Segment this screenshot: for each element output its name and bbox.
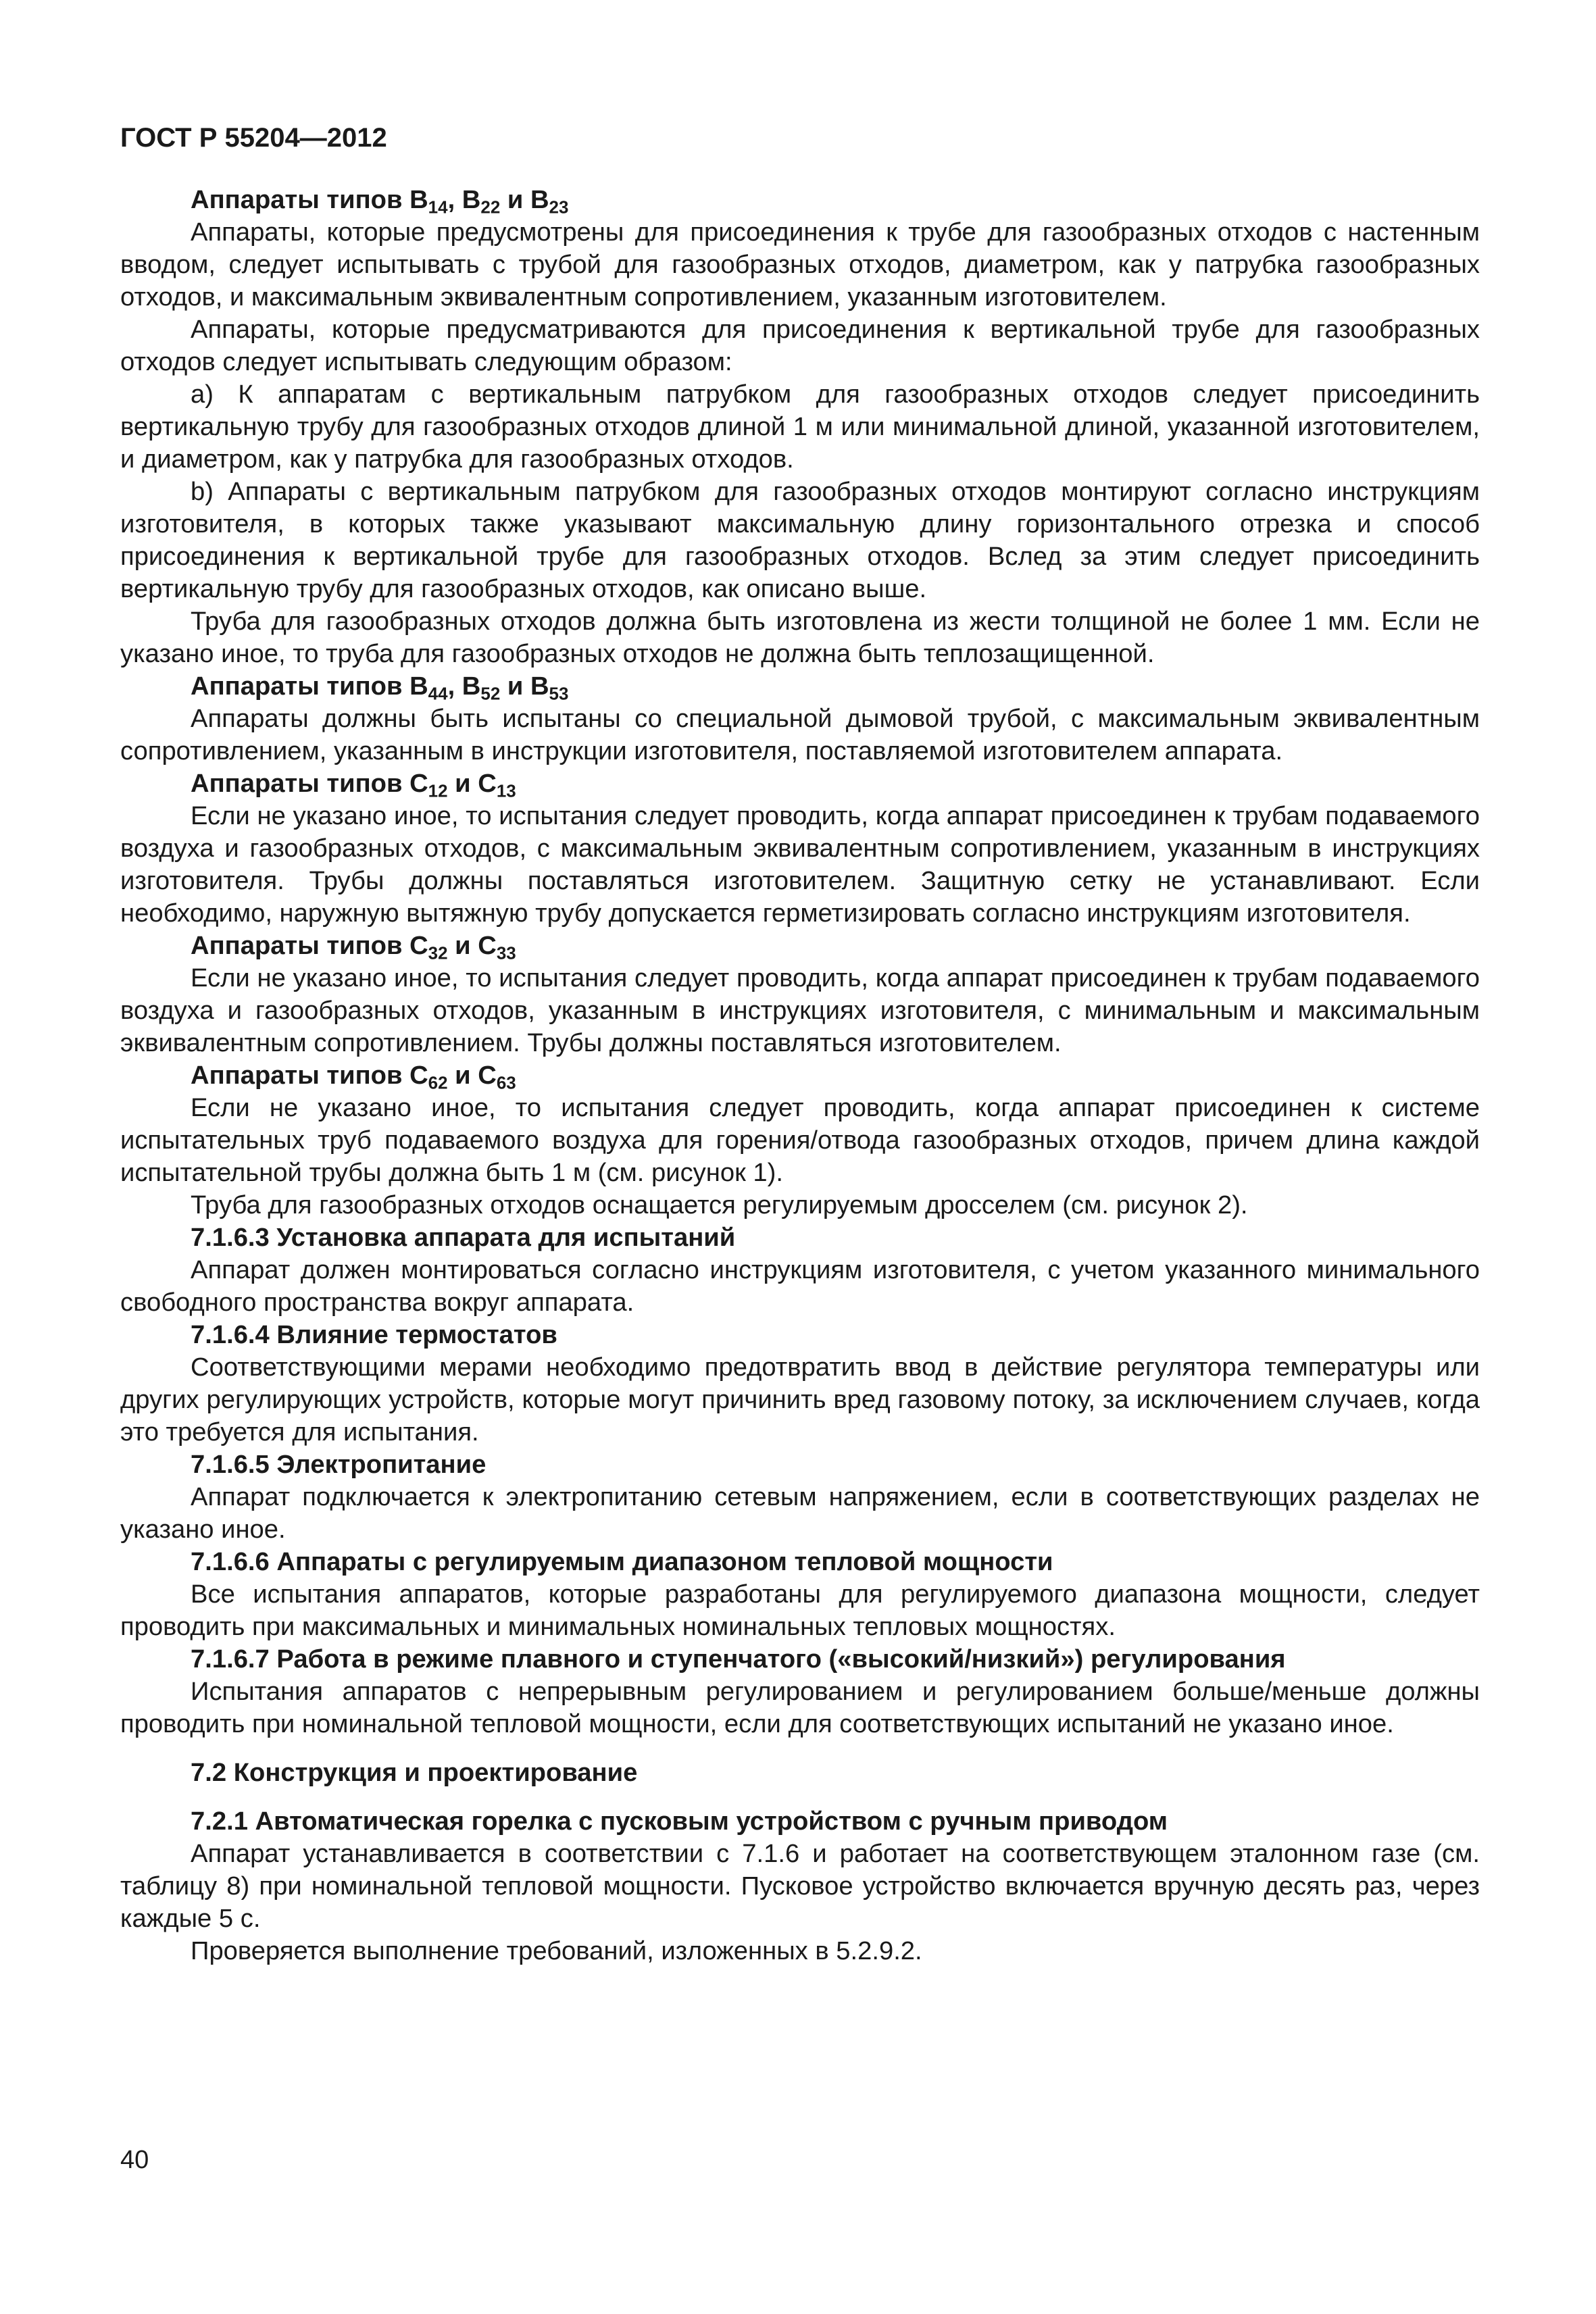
paragraph: Труба для газообразных отходов должна быть изготовлена из жести толщиной не более 1 мм. Если не указано иное, то труба для газообразных отходов не должна быть теплозащищенной. — [120, 607, 1480, 668]
heading-types-b14-b22-b23: Аппараты типов $B_{14}$, $B_{22}$ и $B_{23}$ — [191, 185, 569, 218]
document-page — [120, 122, 1480, 1967]
section-heading-7-1-6-5: 7.1.6.5 Электропитание — [191, 1450, 487, 1479]
paragraph: Проверяется выполнение требований, изложенных в 5.2.9.2. — [191, 1936, 922, 1965]
heading-types-b44-b52-b53: Аппараты типов $B_{44}$, $B_{52}$ и $B_{53}$ — [191, 672, 569, 704]
paragraph: Если не указано иное, то испытания следует проводить, когда аппарат присоединен к трубам подаваемого воздуха и газообразных отходов, с максимальным эквивалентным сопротивлением, указанным в инструкциях изготовителя. Трубы должны поставляться изготовителем. Защитную сетку не устанавливают. Если необходимо, наружную вытяжную трубу допускается герметизировать согласно инструкциям изготовителя. — [120, 801, 1480, 928]
page-number: 40 — [120, 2146, 149, 2174]
section-heading-7-2: 7.2 Конструкция и проектирование — [191, 1758, 638, 1787]
heading-types-c32-c33: Аппараты типов $C_{32}$ и $C_{33}$ — [191, 931, 516, 963]
list-item-a: a) К аппаратам с вертикальным патрубком для газообразных отходов следует присоединить вертикальную трубу для газообразных отходов длиной 1 м или минимальной длиной, указанной изготовителем, и диаметром, как у патрубка для газообразных отходов. — [120, 380, 1480, 474]
section-heading-7-2-1: 7.2.1 Автоматическая горелка с пусковым устройством с ручным приводом — [191, 1807, 1168, 1836]
list-item-b: b) Аппараты с вертикальным патрубком для газообразных отходов монтируют согласно инструкциям изготовителя, в которых также указывают максимальную длину горизонтального отрезка и способ присоединения к вертикальной трубе для газообразных отходов. Вслед за этим следует присоединить вертикальную трубу для газообразных отходов, как описано выше. — [120, 477, 1480, 603]
paragraph: Если не указано иное, то испытания следует проводить, когда аппарат присоединен к системе испытательных труб подаваемого воздуха для горения/отвода газообразных отходов, причем длина каждой испытательной трубы должна быть 1 м (см. рисунок 1). — [120, 1093, 1480, 1187]
paragraph: Если не указано иное, то испытания следует проводить, когда аппарат присоединен к трубам подаваемого воздуха и газообразных отходов, указанным в инструкциях изготовителя, с минимальным и максимальным эквивалентным сопротивлением. Трубы должны поставляться изготовителем. — [120, 963, 1480, 1057]
paragraph: Испытания аппаратов с непрерывным регулированием и регулированием больше/меньше должны проводить при номинальной тепловой мощности, если для соответствующих испытаний не указано иное. — [120, 1677, 1480, 1738]
paragraph: Все испытания аппаратов, которые разработаны для регулируемого диапазона мощности, следует проводить при максимальных и минимальных номинальных тепловых мощностях. — [120, 1580, 1480, 1641]
heading-types-c12-c13: Аппараты типов $C_{12}$ и $C_{13}$ — [191, 769, 516, 801]
section-heading-7-1-6-3: 7.1.6.3 Установка аппарата для испытаний — [191, 1223, 736, 1252]
paragraph: Аппарат должен монтироваться согласно инструкциям изготовителя, с учетом указанного минимального свободного пространства вокруг аппарата. — [120, 1255, 1480, 1317]
document-code: ГОСТ Р 55204—2012 — [120, 123, 387, 153]
section-heading-7-1-6-4: 7.1.6.4 Влияние термостатов — [191, 1320, 557, 1349]
paragraph: Аппараты, которые предусматриваются для присоединения к вертикальной трубе для газообразных отходов следует испытывать следующим образом: — [120, 315, 1480, 376]
paragraph: Аппараты должны быть испытаны со специальной дымовой трубой, с максимальным эквивалентным сопротивлением, указанным в инструкции изготовителя, поставляемой изготовителем аппарата. — [120, 704, 1480, 765]
section-heading-7-1-6-7: 7.1.6.7 Работа в режиме плавного и ступенчатого («высокий/низкий») регулирования — [191, 1644, 1286, 1674]
paragraph: Аппараты, которые предусмотрены для присоединения к трубе для газообразных отходов с настенным вводом, следует испытывать с трубой для газообразных отходов, диаметром, как у патрубка газообразных отходов, и максимальным эквивалентным сопротивлением, указанным изготовителем. — [120, 218, 1480, 311]
heading-types-c62-c63: Аппараты типов $C_{62}$ и $C_{63}$ — [191, 1061, 516, 1093]
paragraph: Труба для газообразных отходов оснащается регулируемым дросселем (см. рисунок 2). — [191, 1190, 1248, 1219]
paragraph: Аппарат подключается к электропитанию сетевым напряжением, если в соответствующих разделах не указано иное. — [120, 1482, 1480, 1544]
paragraph: Аппарат устанавливается в соответствии с 7.1.6 и работает на соответствующем эталонном газе (см. таблицу 8) при номинальной тепловой мощности. Пусковое устройство включается вручную десять раз, через каждые 5 с. — [120, 1839, 1480, 1933]
section-heading-7-1-6-6: 7.1.6.6 Аппараты с регулируемым диапазоном тепловой мощности — [191, 1547, 1053, 1576]
paragraph: Соответствующими мерами необходимо предотвратить ввод в действие регулятора температуры или других регулирующих устройств, которые могут причинить вред газовому потоку, за исключением случаев, когда это требуется для испытания. — [120, 1353, 1480, 1447]
